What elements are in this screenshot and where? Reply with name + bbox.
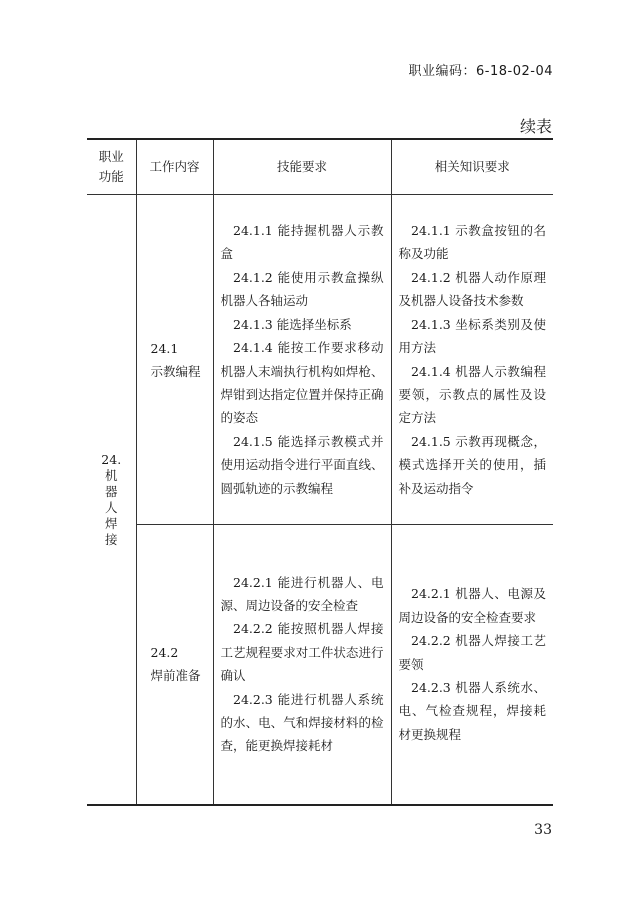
skill-item: 24.1.1 能持握机器人示教盒 (220, 223, 384, 262)
function-cell (87, 195, 136, 805)
knowledge-requirements-cell (391, 195, 553, 525)
knowledge-item: 24.1.5 示教再现概念，模式选择开关的使用，插补及运动指令 (398, 433, 546, 496)
skill-item: 24.2.3 能进行机器人系统的水、电、气和焊接材料的检查，能更换焊接耗材 (220, 691, 384, 754)
work-content-cell: 24.1 示教编程 (136, 195, 213, 525)
skill-item: 24.1.5 能选择示教模式并使用运动指令进行平面直线、圆弧轨迹的示教编程 (220, 433, 384, 496)
function-number: 24. (101, 451, 122, 467)
table-header-row (87, 139, 553, 195)
header-skill-requirements: 技能要求 (213, 139, 391, 195)
work-content-cell: 24.2 焊前准备 (136, 525, 213, 805)
table-row (87, 195, 553, 525)
skill-requirements-cell (213, 525, 391, 805)
skill-item: 24.2.1 能进行机器人、电源、周边设备的安全检查 (220, 574, 384, 614)
header-knowledge-requirements: 相关知识要求 (391, 139, 553, 195)
continued-label: 续表 (519, 117, 552, 136)
skill-item: 24.2.2 能按照机器人焊接工艺规程要求对工件状态进行确认 (220, 621, 384, 684)
header-function: 职业 功能 (87, 139, 136, 195)
knowledge-item: 24.1.2 机器人动作原理及机器人设备技术参数 (398, 269, 546, 309)
skill-item: 24.1.2 能使用示教盒操纵机器人各轴运动 (220, 269, 384, 309)
knowledge-item: 24.1.3 坐标系类别及使用方法 (398, 316, 546, 356)
skill-standard-table (87, 138, 553, 806)
skill-requirements-cell (213, 195, 391, 525)
knowledge-item: 24.2.1 机器人、电源及周边设备的安全检查要求 (398, 586, 546, 625)
skill-item: 24.1.3 能选择坐标系 (233, 316, 352, 332)
knowledge-item: 24.1.4 机器人示教编程要领，示教点的属性及设定方法 (398, 363, 546, 426)
occupation-code: 职业编码：6-18-02-04 (408, 64, 553, 79)
knowledge-requirements-cell (391, 525, 553, 805)
knowledge-item: 24.2.2 机器人焊接工艺要领 (398, 633, 546, 672)
table-row (87, 525, 553, 805)
knowledge-item: 24.1.1 示教盒按钮的名称及功能 (398, 223, 546, 262)
function-name: 机器人焊接 (105, 467, 118, 547)
knowledge-item: 24.2.3 机器人系统水、电、气检查规程，焊接耗材更换规程 (398, 679, 546, 742)
page-number: 33 (534, 822, 552, 838)
header-work-content: 工作内容 (136, 139, 213, 195)
skill-item: 24.1.4 能按工作要求移动机器人末端执行机构如焊枪、焊钳到达指定位置并保持正确的姿态 (220, 340, 384, 426)
